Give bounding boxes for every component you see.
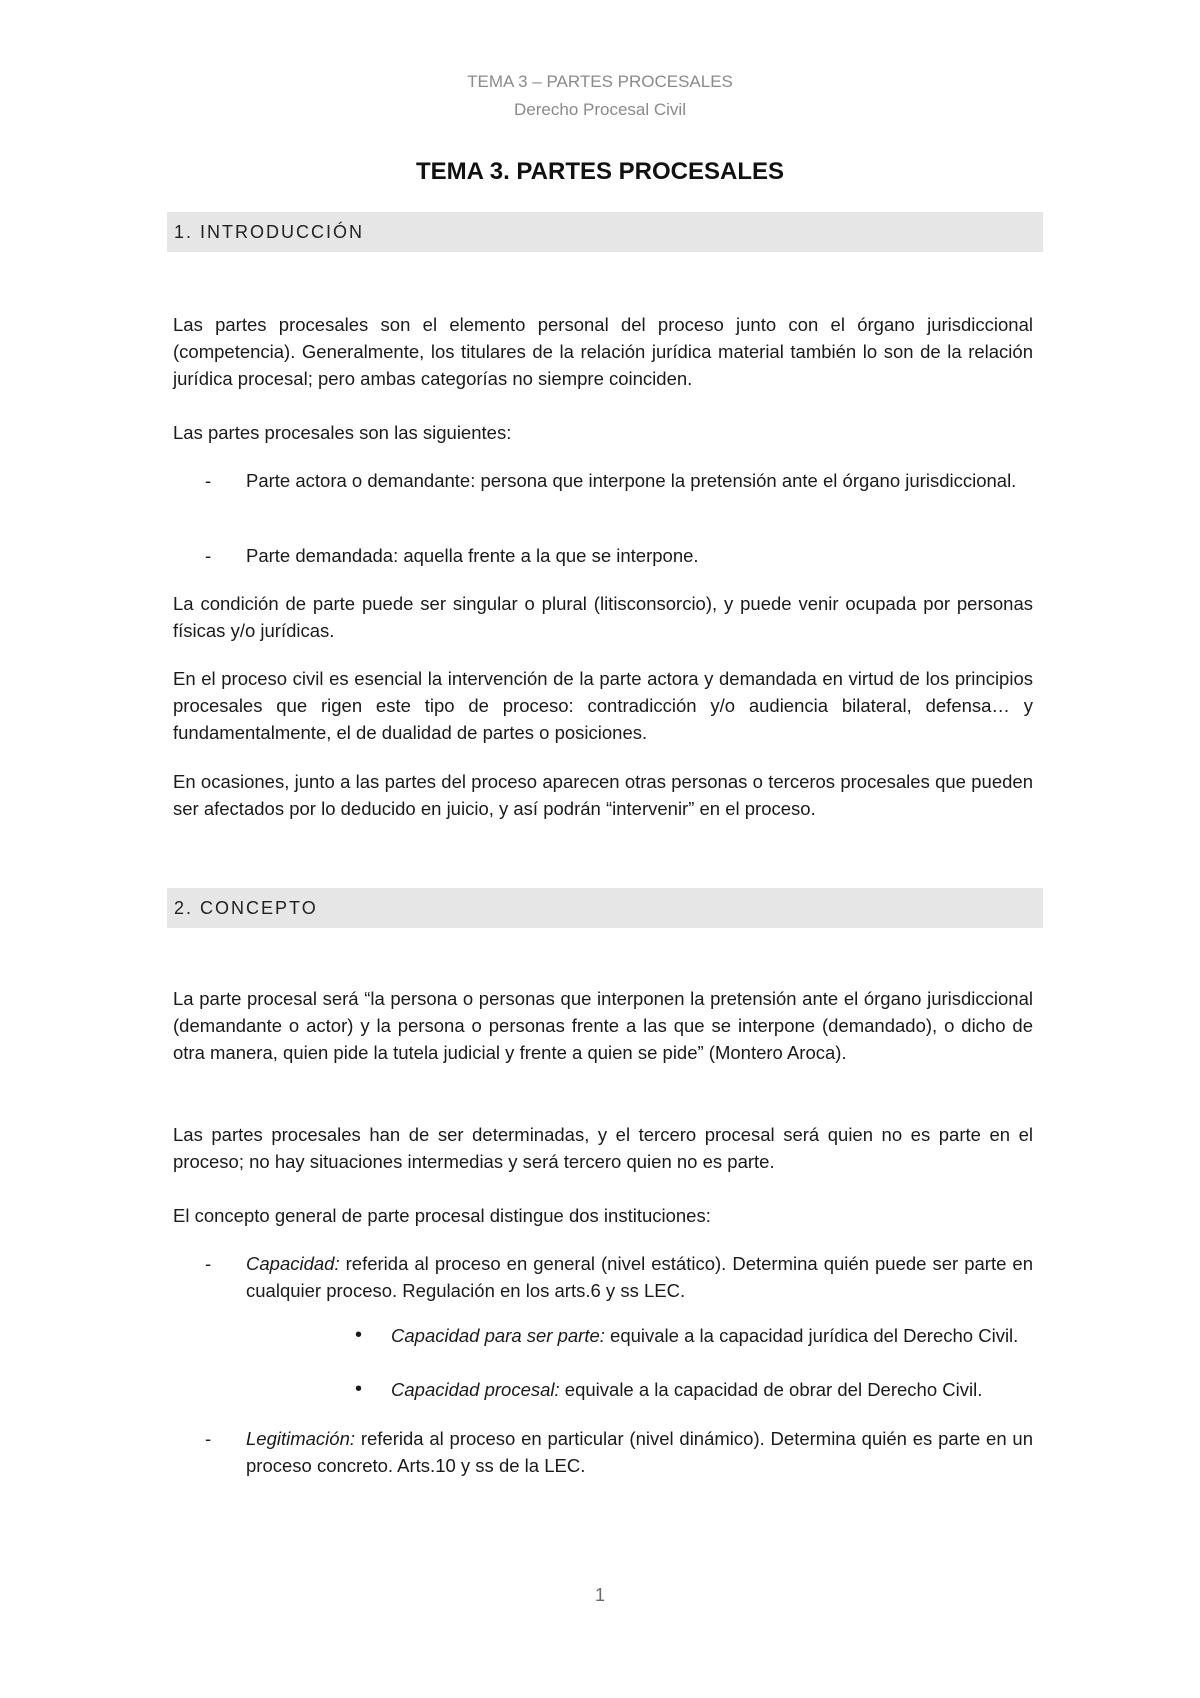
- list-item-text: [246, 1250, 1033, 1304]
- intro-paragraph-1: Las partes procesales son el elemento personal del proceso junto con el órgano jurisdiccional (competencia). Generalmente, los titulares de la relación jurídica material también lo son de la relación jurídica procesal; pero ambas categorías no siempre coinciden.: [173, 314, 1033, 389]
- list-dash: -: [205, 1428, 212, 1449]
- section-heading-concepto: 2. CONCEPTO: [167, 888, 1043, 928]
- definition-capacidad: referida al proceso en general (nivel estático). Determina quién puede ser parte en cualquier proceso. Regulación en los arts.6 y ss LEC.: [246, 1253, 1033, 1301]
- list-item-text: Parte demandada: aquella frente a la que se interpone.: [246, 545, 699, 566]
- bullet-text: [391, 1376, 1033, 1403]
- list-item-text: Parte actora o demandante: persona que interpone la pretensión ante el órgano jurisdiccional.: [246, 470, 1017, 491]
- list-dash: -: [205, 1253, 212, 1274]
- list-dash: -: [205, 545, 212, 566]
- running-header-subject: Derecho Procesal Civil: [514, 100, 686, 119]
- document-title: TEMA 3. PARTES PROCESALES: [415, 158, 785, 185]
- definition-legitimacion: referida al proceso en particular (nivel dinámico). Determina quién es parte en un proceso concreto. Arts.10 y ss de la LEC.: [246, 1428, 1033, 1476]
- intro-paragraph-3: La condición de parte puede ser singular o plural (litisconsorcio), y puede venir ocupada por personas físicas y/o jurídicas.: [173, 593, 1033, 641]
- section-heading-introduccion: 1. INTRODUCCIÓN: [167, 212, 1043, 252]
- term-capacidad-procesal: Capacidad procesal:: [391, 1379, 560, 1400]
- bullet-icon: •: [355, 1324, 363, 1346]
- intro-paragraph-4: En el proceso civil es esencial la intervención de la parte actora y demandada en virtud de los principios procesales que rigen este tipo de proceso: contradicción y/o audiencia bilateral, defensa… y fundamentalmente, el de dualidad de partes o posiciones.: [173, 668, 1033, 743]
- definition-capacidad-procesal: equivale a la capacidad de obrar del Derecho Civil.: [559, 1379, 983, 1400]
- running-header-title: TEMA 3 – PARTES PROCESALES: [467, 72, 733, 91]
- term-legitimacion: Legitimación:: [246, 1428, 356, 1449]
- intro-paragraph-2: Las partes procesales son las siguientes:: [173, 422, 512, 443]
- bullet-icon: •: [355, 1378, 363, 1400]
- intro-paragraph-5: En ocasiones, junto a las partes del proceso aparecen otras personas o terceros procesales que pueden ser afectados por lo deducido en juicio, y así podrán “intervenir” en el proceso.: [173, 771, 1033, 819]
- page-number: 1: [594, 1585, 605, 1605]
- concepto-paragraph-3: El concepto general de parte procesal distingue dos instituciones:: [173, 1205, 711, 1226]
- definition-capacidad-para-ser-parte: equivale a la capacidad jurídica del Derecho Civil.: [604, 1325, 1019, 1346]
- bullet-text: [391, 1322, 1033, 1349]
- list-item-text: [246, 1425, 1033, 1479]
- term-capacidad-para-ser-parte: Capacidad para ser parte:: [391, 1325, 605, 1346]
- list-dash: -: [205, 470, 212, 491]
- concepto-paragraph-1: La parte procesal será “la persona o personas que interponen la pretensión ante el órgano jurisdiccional (demandante o actor) y la persona o personas frente a las que se interpone (demandado), o dicho de otra manera, quien pide la tutela judicial y frente a quien se pide” (Montero Aroca).: [173, 988, 1033, 1063]
- term-capacidad: Capacidad:: [246, 1253, 340, 1274]
- concepto-paragraph-2: Las partes procesales han de ser determinadas, y el tercero procesal será quien no es parte en el proceso; no hay situaciones intermedias y será tercero quien no es parte.: [173, 1124, 1033, 1172]
